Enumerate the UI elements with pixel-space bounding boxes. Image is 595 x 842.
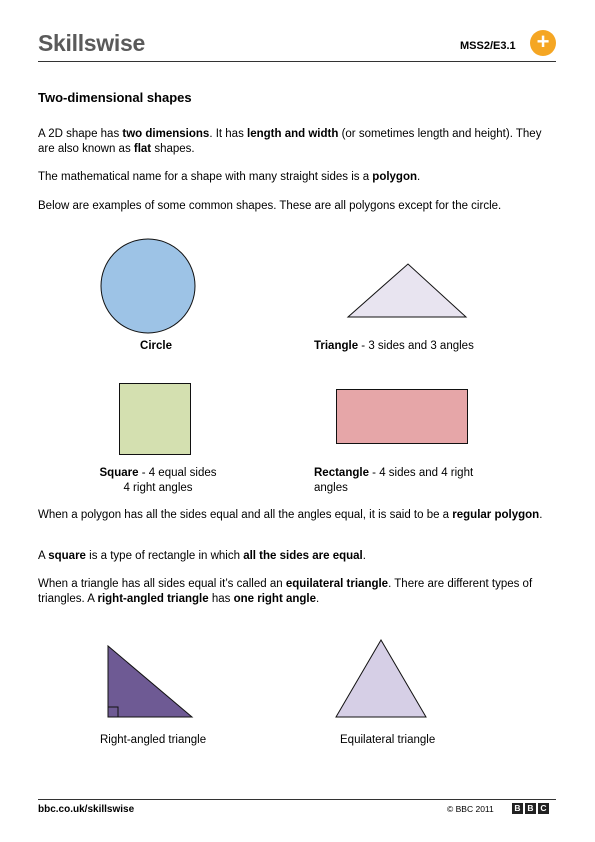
text-run: A 2D shape has bbox=[38, 128, 123, 140]
bbc-logo bbox=[512, 803, 549, 814]
bold-text: regular polygon bbox=[452, 509, 540, 521]
text-run: . bbox=[362, 550, 366, 562]
footer-link[interactable]: bbc.co.uk/skillswise bbox=[38, 804, 135, 815]
bbc-letter: B bbox=[512, 803, 523, 814]
text-run: . There are different types of triangles. A bbox=[38, 578, 533, 605]
intro-paragraph-3 bbox=[38, 199, 558, 214]
right-angled-triangle-label: Right-angled triangle bbox=[100, 734, 207, 746]
header-divider bbox=[38, 61, 556, 62]
text-run: Below are examples of some common shapes. These are all polygons except for the circle. bbox=[38, 200, 502, 212]
text-run: . bbox=[316, 593, 320, 605]
copyright-text: © BBC 2011 bbox=[447, 804, 494, 814]
text-run: . It has bbox=[209, 128, 248, 140]
bold-text: flat bbox=[133, 143, 152, 155]
text-run: When a triangle has all sides equal it’s called an bbox=[38, 578, 286, 590]
triangle-name: Triangle bbox=[314, 340, 359, 352]
square-shape bbox=[119, 383, 191, 455]
right-angled-triangle-shape bbox=[106, 644, 196, 720]
skillswise-logo: Skillswise bbox=[38, 30, 145, 56]
text-run: shapes. bbox=[151, 143, 195, 155]
text-run: The mathematical name for a shape with many straight sides is a bbox=[38, 171, 373, 183]
bold-text: equilateral triangle bbox=[285, 578, 389, 590]
equilateral-triangle-shape bbox=[334, 638, 428, 720]
body-paragraph-triangles bbox=[38, 577, 558, 607]
plus-icon: + bbox=[530, 30, 556, 56]
text-run: has bbox=[208, 593, 234, 605]
footer-divider bbox=[38, 799, 556, 800]
square-name: Square bbox=[99, 467, 139, 479]
equilateral-triangle-label: Equilateral triangle bbox=[340, 734, 436, 746]
rectangle-shape bbox=[336, 389, 468, 444]
circle-label: Circle bbox=[140, 340, 172, 352]
intro-paragraph-2 bbox=[38, 170, 558, 185]
text-run: is a type of rectangle in which bbox=[85, 550, 244, 562]
bold-text: two dimensions bbox=[122, 128, 210, 140]
rectangle-name: Rectangle bbox=[314, 467, 369, 479]
text-run: (or sometimes length and height). They are also known as bbox=[38, 128, 542, 155]
bbc-letter: C bbox=[538, 803, 549, 814]
square-label bbox=[93, 466, 223, 496]
triangle-label bbox=[314, 339, 474, 354]
rectangle-desc: - 4 sides and 4 right bbox=[368, 467, 474, 479]
intro-paragraph-1 bbox=[38, 127, 558, 157]
text-run: A bbox=[38, 550, 49, 562]
bold-text: polygon bbox=[372, 171, 418, 183]
bold-text: right-angled triangle bbox=[97, 593, 209, 605]
rectangle-label bbox=[314, 466, 504, 496]
bbc-letter: B bbox=[525, 803, 536, 814]
bold-text: one right angle bbox=[233, 593, 316, 605]
circle-shape bbox=[100, 238, 200, 338]
triangle-desc: - 3 sides and 3 angles bbox=[358, 340, 474, 352]
bold-text: all the sides are equal bbox=[243, 550, 363, 562]
text-run: . bbox=[417, 171, 421, 183]
body-paragraph-regular-polygon bbox=[38, 508, 558, 523]
text-run: . bbox=[539, 509, 543, 521]
page-title: Two-dimensional shapes bbox=[38, 90, 192, 105]
worksheet-code: MSS2/E3.1 bbox=[460, 40, 516, 52]
square-desc: - 4 equal sides bbox=[138, 467, 217, 479]
bold-text: length and width bbox=[247, 128, 339, 140]
rectangle-desc-2: angles bbox=[314, 482, 348, 494]
body-paragraph-square bbox=[38, 549, 558, 564]
bold-text: square bbox=[48, 550, 86, 562]
text-run: When a polygon has all the sides equal and all the angles equal, it is said to be a bbox=[38, 509, 453, 521]
square-desc-2: 4 right angles bbox=[123, 482, 193, 494]
triangle-shape bbox=[346, 262, 468, 319]
